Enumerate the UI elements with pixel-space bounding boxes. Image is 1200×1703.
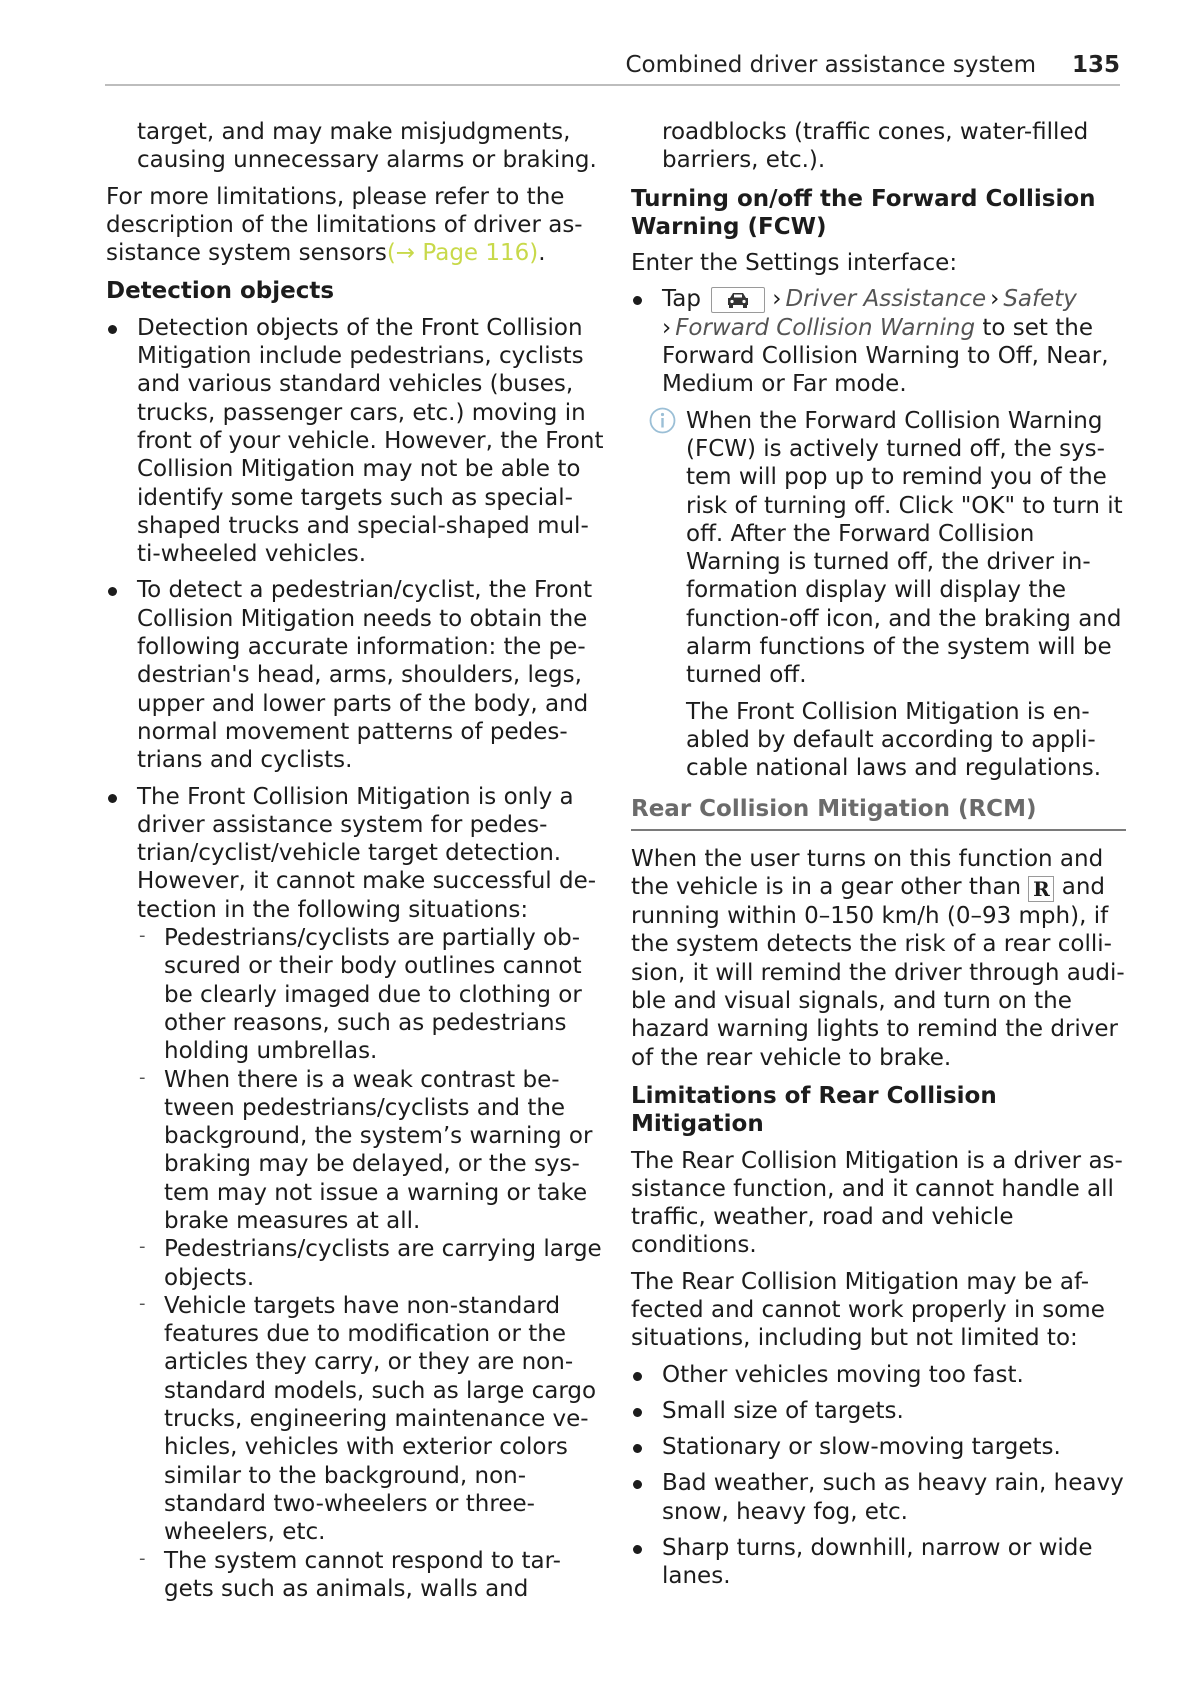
page-reference-link[interactable]: (→ Page 116) — [386, 240, 539, 267]
continuation-paragraph: roadblocks (traffic cones, water-filled barriers, etc.). — [662, 119, 1089, 174]
rcm-paragraph — [631, 845, 1126, 1072]
sub-list-item: - When there is a weak contrast be-tween pedestrians/cyclists and the background, the system’s warning or braking may be delayed, or the sys-tem may not issue a warning or take brake measures at all. — [137, 1066, 606, 1236]
info-note-text: When the Forward Collision Warning (FCW) is actively turned off, the sys-tem will pop up to remind you of the risk of turning off. Click "OK" to turn it off. After the Forward Collision Warning is turned off, the driver in-formation display will display the function-off icon, and the braking and alarm functions of the system will be turned off. — [686, 407, 1123, 689]
rcm-text: When the user turns on this function and the vehicle is in a gear other than — [631, 845, 1104, 901]
continuation-paragraph: target, and may make misjudgments, causing unnecessary alarms or braking. — [137, 119, 597, 174]
limitations-paragraph — [106, 183, 606, 268]
page-header — [105, 46, 1120, 86]
list-item: Stationary or slow-moving targets. — [631, 1433, 1126, 1461]
detection-bullet-list — [106, 314, 606, 1603]
menu-path-safety[interactable]: Safety — [1003, 286, 1077, 313]
list-item: Detection objects of the Front Collision Mitigation include pedestrians, cyclists and various standard vehicles (buses, trucks, passenger cars, etc.) moving in front of your vehicle. However, the Front Collision Mitigation may not be able to identify some targets such as special-shaped trucks and special-shaped mul-ti-wheeled vehicles. — [106, 314, 606, 569]
list-item: Other vehicles moving too fast. — [631, 1361, 1126, 1389]
sub-list-item: - The system cannot respond to tar-gets such as animals, walls and — [137, 1547, 606, 1604]
section-running-title: Combined driver assistance system — [625, 52, 1036, 78]
menu-path-fcw[interactable]: Forward Collision Warning — [675, 314, 976, 341]
fcw-heading: Turning on/off the Forward Collision Warning (FCW) — [631, 185, 1096, 240]
list-item-text: The Front Collision Mitigation is only a driver assistance system for pedes-trian/cyclist/vehicle target detection. However, it cannot make successful de-tection in the following situations: — [137, 783, 597, 923]
info-icon — [649, 407, 676, 441]
car-settings-button[interactable] — [711, 287, 765, 313]
left-column — [106, 118, 606, 1611]
list-item — [106, 783, 606, 1604]
list-item — [631, 285, 1126, 398]
list-item: Bad weather, such as heavy rain, heavy snow, heavy fog, etc. — [631, 1469, 1126, 1526]
rcm-limitations-paragraph: The Rear Collision Mitigation is a driver as-sistance function, and it cannot handle all traffic, weather, road and vehicle conditions. — [631, 1147, 1123, 1259]
info-note — [631, 407, 1126, 783]
situations-sub-list — [137, 924, 606, 1603]
list-item: Sharp turns, downhill, narrow or wide lanes. — [631, 1534, 1126, 1591]
menu-path-driver-assistance[interactable]: Driver Assistance — [785, 286, 987, 313]
info-note-text: The Front Collision Mitigation is en-abled by default according to appli-cable national laws and regulations. — [686, 698, 1101, 782]
sub-list-item: - Pedestrians/cyclists are partially ob-scured or their body outlines cannot be clearly imaged due to clothing or other reasons, such as pedestrians holding umbrellas. — [137, 924, 606, 1065]
rcm-text: and running within 0–150 km/h (0–93 mph), if the system detects the risk of a rear colli-sion, it will remind the driver through audi-ble and visual signals, and turn on the hazard warning lights to remind the driver of the rear vehicle to brake. — [631, 874, 1125, 1071]
detection-objects-heading: Detection objects — [106, 278, 335, 305]
tap-suffix: to set the Forward Collision Warning to Off, Near, Medium or Far mode. — [662, 314, 1109, 398]
chevron-right-icon: › — [772, 286, 782, 313]
chevron-right-icon: › — [662, 314, 672, 341]
right-column — [631, 118, 1126, 1599]
sub-list-item: - Vehicle targets have non-standard features due to modification or the articles they carry, or they are non-standard models, such as large cargo trucks, engineering maintenance ve-hicles, vehicles with exterior colors similar to the background, non-standard two-wheelers or three-wheelers, etc. — [137, 1292, 606, 1547]
list-item: Small size of targets. — [631, 1397, 1126, 1425]
chevron-right-icon: › — [990, 286, 1000, 313]
rcm-limitations-list — [631, 1361, 1126, 1591]
limitations-end: . — [538, 240, 546, 267]
rcm-limitations-heading: Limitations of Rear Collision Mitigation — [631, 1082, 997, 1138]
car-icon — [725, 291, 751, 309]
tap-label: Tap — [662, 286, 701, 313]
limitations-text: For more limitations, please refer to the description of the limitations of driver as-sistance system sensors — [106, 183, 583, 267]
rcm-section-title: Rear Collision Mitigation (RCM) — [631, 795, 1126, 831]
rcm-limitations-paragraph: The Rear Collision Mitigation may be af-fected and cannot work properly in some situations, including but not limited to: — [631, 1268, 1105, 1352]
list-item: To detect a pedestrian/cyclist, the Front Collision Mitigation needs to obtain the following accurate information: the pe-destrian's head, arms, shoulders, legs, upper and lower parts of the body, and normal movement patterns of pedes-trians and cyclists. — [106, 576, 606, 774]
page-number: 135 — [1071, 52, 1120, 78]
fcw-steps-list — [631, 285, 1126, 398]
sub-list-item: - Pedestrians/cyclists are carrying large objects. — [137, 1235, 606, 1292]
gear-r-icon: R — [1028, 876, 1054, 902]
fcw-intro: Enter the Settings interface: — [631, 250, 958, 277]
